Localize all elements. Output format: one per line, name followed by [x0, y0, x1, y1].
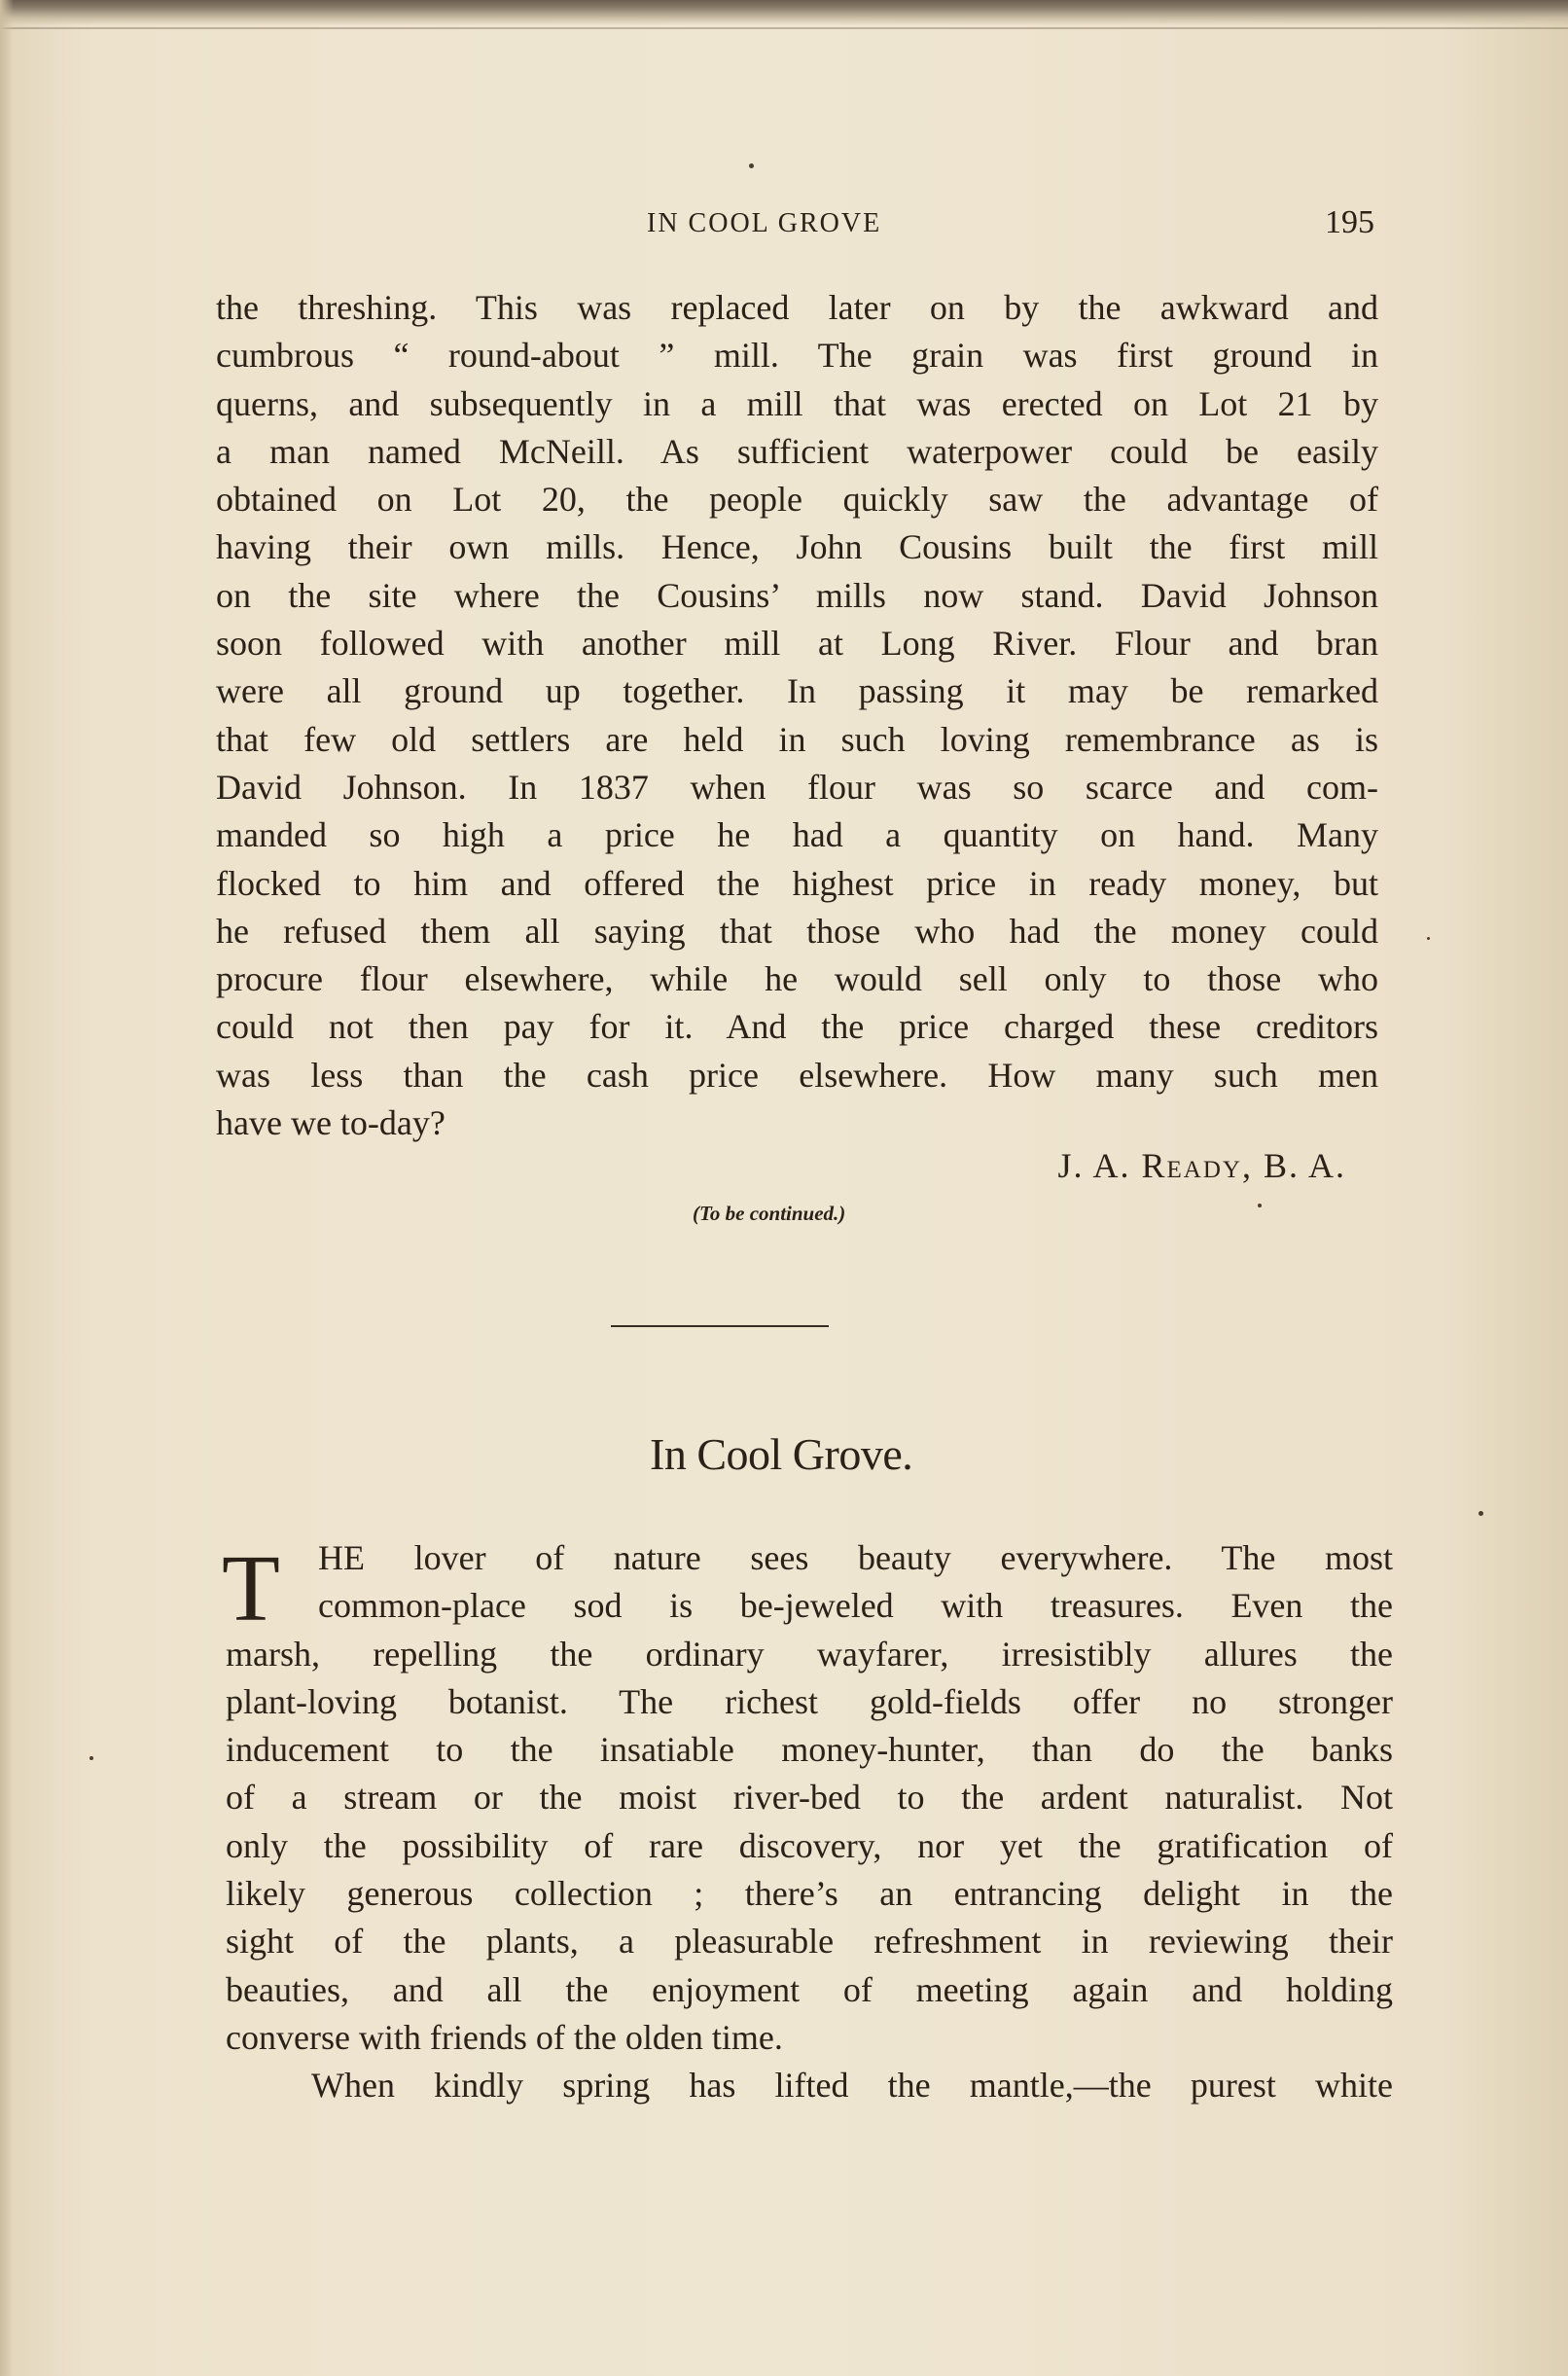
page-number: 195	[1325, 204, 1374, 240]
text-line: flocked to him and offered the highest price in ready money, but	[216, 863, 1378, 903]
text-line: the threshing. This was replaced later on by the awkward and	[216, 288, 1378, 327]
paper-speck	[1479, 1511, 1483, 1516]
text-line: only the possibility of rare discovery, nor yet the gratification of	[226, 1825, 1393, 1865]
text-line: querns, and subsequently in a mill that was erected on Lot 21 by	[216, 383, 1378, 423]
text-line: common-place sod is be-jeweled with treasures. Even the	[318, 1586, 1393, 1626]
text-line: were all ground up together. In passing it may be remarked	[216, 671, 1378, 711]
text-line: cumbrous “ round-about ” mill. The grain was first ground in	[216, 336, 1378, 376]
text-line: having their own mills. Hence, John Cousins built the first mill	[216, 527, 1378, 567]
running-title: IN COOL GROVE	[647, 208, 882, 238]
paper-speck	[1258, 1204, 1262, 1207]
text-line: have we to-day?	[216, 1103, 445, 1143]
text-line: plant-loving botanist. The richest gold-fields offer no stronger	[226, 1681, 1393, 1721]
continued-note: (To be continued.)	[693, 1202, 846, 1225]
text-line: could not then pay for it. And the price charged these creditors	[216, 1007, 1378, 1047]
text-line: beauties, and all the enjoyment of meeting again and holding	[226, 1969, 1393, 2009]
text-line: soon followed with another mill at Long River. Flour and bran	[216, 624, 1378, 664]
text-line: obtained on Lot 20, the people quickly saw the advantage of	[216, 480, 1378, 520]
previous-article-body	[216, 284, 1378, 1147]
text-line: he refused them all saying that those who had the money could	[216, 911, 1378, 951]
text-line: sight of the plants, a pleasurable refreshment in reviewing their	[226, 1922, 1393, 1962]
running-header	[224, 204, 1374, 247]
text-line: David Johnson. In 1837 when flour was so scarce and com-	[216, 767, 1378, 807]
article-body	[226, 1534, 1393, 2110]
text-line: inducement to the insatiable money-hunter, than do the banks	[226, 1730, 1393, 1770]
text-line: marsh, repelling the ordinary wayfarer, irresistibly allures the	[226, 1634, 1393, 1674]
text-line: converse with friends of the olden time.	[226, 2017, 783, 2057]
text-line: likely generous collection ; there’s an entrancing delight in the	[226, 1874, 1393, 1914]
text-line: was less than the cash price elsewhere. How many such men	[216, 1055, 1378, 1095]
text-line: on the site where the Cousins’ mills now stand. David Johnson	[216, 575, 1378, 615]
author-signature	[1057, 1145, 1346, 1186]
signature-initials: J. A.	[1057, 1146, 1142, 1185]
text-line: When kindly spring has lifted the mantle,—the purest white	[311, 2066, 1393, 2106]
text-line: of a stream or the moist river-bed to the ardent naturalist. Not	[226, 1778, 1393, 1818]
page-binding-edge	[0, 0, 14, 2376]
page-top-edge	[0, 0, 1568, 25]
paper-speck	[749, 163, 754, 168]
text-line: procure flour elsewhere, while he would sell only to those who	[216, 959, 1378, 999]
signature-name: Ready	[1141, 1146, 1242, 1185]
text-line: a man named McNeill. As sufficient waterpower could be easily	[216, 431, 1378, 471]
drop-cap: T	[222, 1536, 280, 1641]
page-top-rule	[0, 27, 1568, 29]
signature-degree: , B. A.	[1241, 1146, 1346, 1185]
article-title: In Cool Grove.	[650, 1429, 913, 1479]
text-line: that few old settlers are held in such loving remembrance as is	[216, 719, 1378, 759]
text-line: HE lover of nature sees beauty everywhere. The most	[318, 1538, 1393, 1577]
section-divider	[611, 1325, 829, 1327]
paper-speck	[89, 1756, 93, 1760]
text-line: manded so high a price he had a quantity on hand. Many	[216, 815, 1378, 855]
paper-speck	[1427, 937, 1430, 940]
